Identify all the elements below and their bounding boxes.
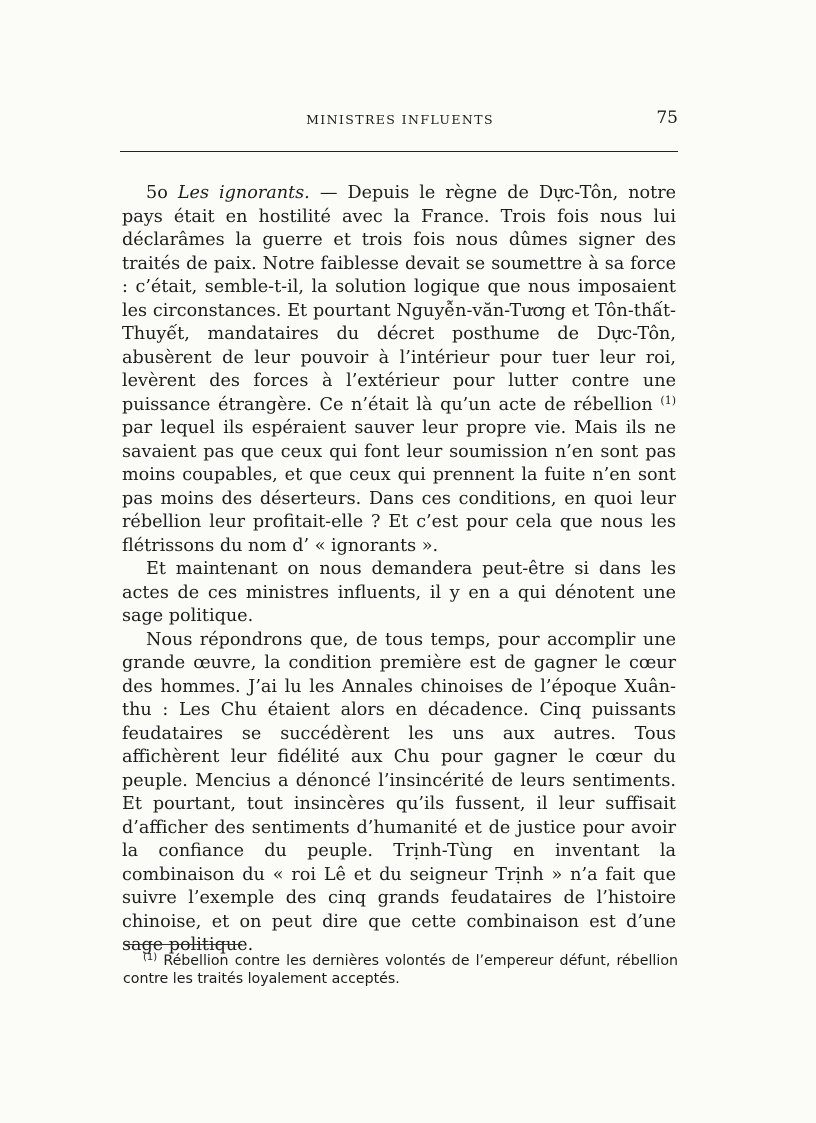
section-number: 5o xyxy=(146,183,168,203)
paragraph-ignorants xyxy=(122,182,676,558)
footnote-reference[interactable]: (1) xyxy=(660,393,676,407)
paragraph-text: — Depuis le règne de Dực-Tôn, notre pays était en hostilité avec la France. Trois fois nous lui déclarâmes la guerre et trois fois nous dûmes signer des traités de paix. Notre faiblesse devait se soumettre à sa force : c’était, semble-t-il, la solution logique que nous imposaient les circonstances. Et pourtant Nguyễn-văn-Tương et Tôn-thất-Thuyết, mandataires du décret posthume de Dực-Tôn, abusèrent de leur pouvoir à l’intérieur pour tuer leur roi, levèrent des forces à l’extérieur pour lutter contre une puissance étrangère. Ce n’était là qu’un acte de rébellion xyxy=(122,183,677,415)
footnote-text: Rébellion contre les dernières volontés de l’empereur défunt, rébellion contre les traités loyalement acceptés. xyxy=(123,953,678,987)
header-rule xyxy=(120,151,678,152)
section-lead: Les ignorants. xyxy=(177,183,310,203)
footnote-mark: (1) xyxy=(143,952,158,963)
page-number: 75 xyxy=(656,108,678,128)
page-header xyxy=(120,108,680,136)
footnote xyxy=(123,952,678,988)
body-text xyxy=(122,182,676,958)
footnote-rule xyxy=(124,944,242,945)
paragraph-question: Et maintenant on nous demandera peut-être si dans les actes de ces ministres influents, il y en a qui dénotent une sage politique. xyxy=(122,559,676,626)
paragraph-answer: Nous répondrons que, de tous temps, pour accomplir une grande œuvre, la condition première est de gagner le cœur des hommes. J’ai lu les Annales chinoises de l’époque Xuân-thu : Les Chu étaient alors en décadence. Cinq puissants feudataires se succédèrent les uns aux autres. Tous affichèrent leur fidélité aux Chu pour gagner le cœur du peuple. Mencius a dénoncé l’insincérité de leurs sentiments. Et pourtant, tout insincères qu’ils fussent, il leur suffisait d’afficher des sentiments d’humanité et de justice pour avoir la confiance du peuple. Trịnh-Tùng en inventant la combinaison du « roi Lê et du seigneur Trịnh » n’a fait que suivre l’exemple des cinq grands feudataires de l’histoire chinoise, et on peut dire que cette combinaison est d’une sage politique. xyxy=(122,629,676,955)
running-title: MINISTRES INFLUENTS xyxy=(306,112,494,127)
paragraph-text-continued: par lequel ils espéraient sauver leur propre vie. Mais ils ne savaient pas que ceux qui font leur soumission n’en sont pas moins coupables, et que ceux qui prennent la fuite n’en sont pas moins des déserteurs. Dans ces conditions, en quoi leur rébellion leur profitait-elle ? Et c’est pour cela que nous les flétrissons du nom d’ « ignorants ». xyxy=(122,418,676,556)
